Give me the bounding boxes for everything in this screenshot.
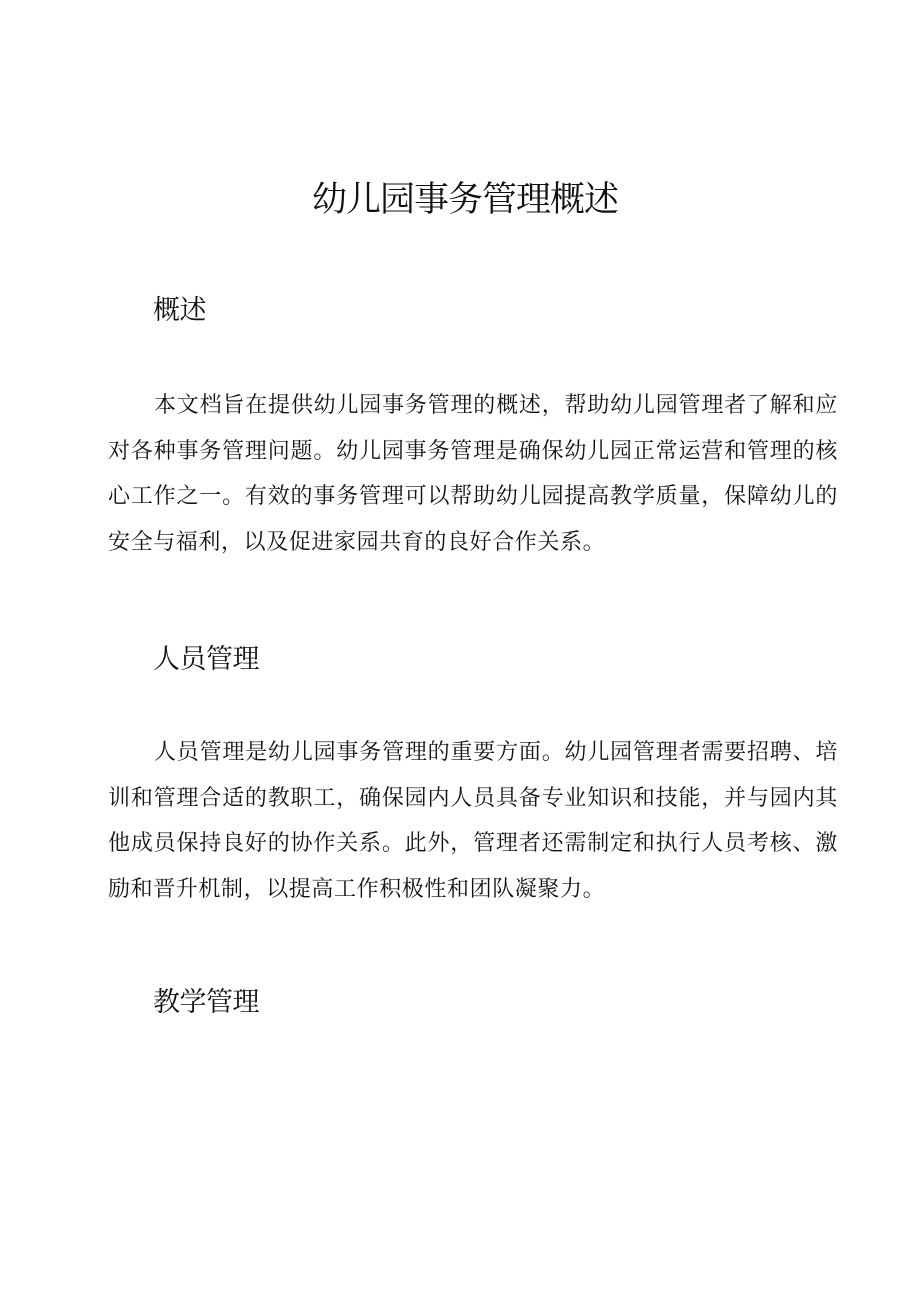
section-heading-overview: 概述	[153, 295, 206, 326]
section-paragraph-personnel: 人员管理是幼儿园事务管理的重要方面。幼儿园管理者需要招聘、培训和管理合适的教职工，确保园内人员具备专业知识和技能，并与园内其他成员保持良好的协作关系。此外，管理者还需制定和执行人员考核、激励和晋升机制，以提高工作积极性和团队凝聚力。	[108, 740, 838, 902]
section-heading-teaching: 教学管理	[153, 987, 259, 1018]
section-heading-personnel: 人员管理	[153, 644, 259, 675]
document-title: 幼儿园事务管理概述	[311, 180, 618, 220]
section-paragraph-overview: 本文档旨在提供幼儿园事务管理的概述，帮助幼儿园管理者了解和应对各种事务管理问题。幼儿园事务管理是确保幼儿园正常运营和管理的核心工作之一。有效的事务管理可以帮助幼儿园提高教学质量，保障幼儿的安全与福利，以及促进家园共育的良好合作关系。	[108, 393, 838, 555]
